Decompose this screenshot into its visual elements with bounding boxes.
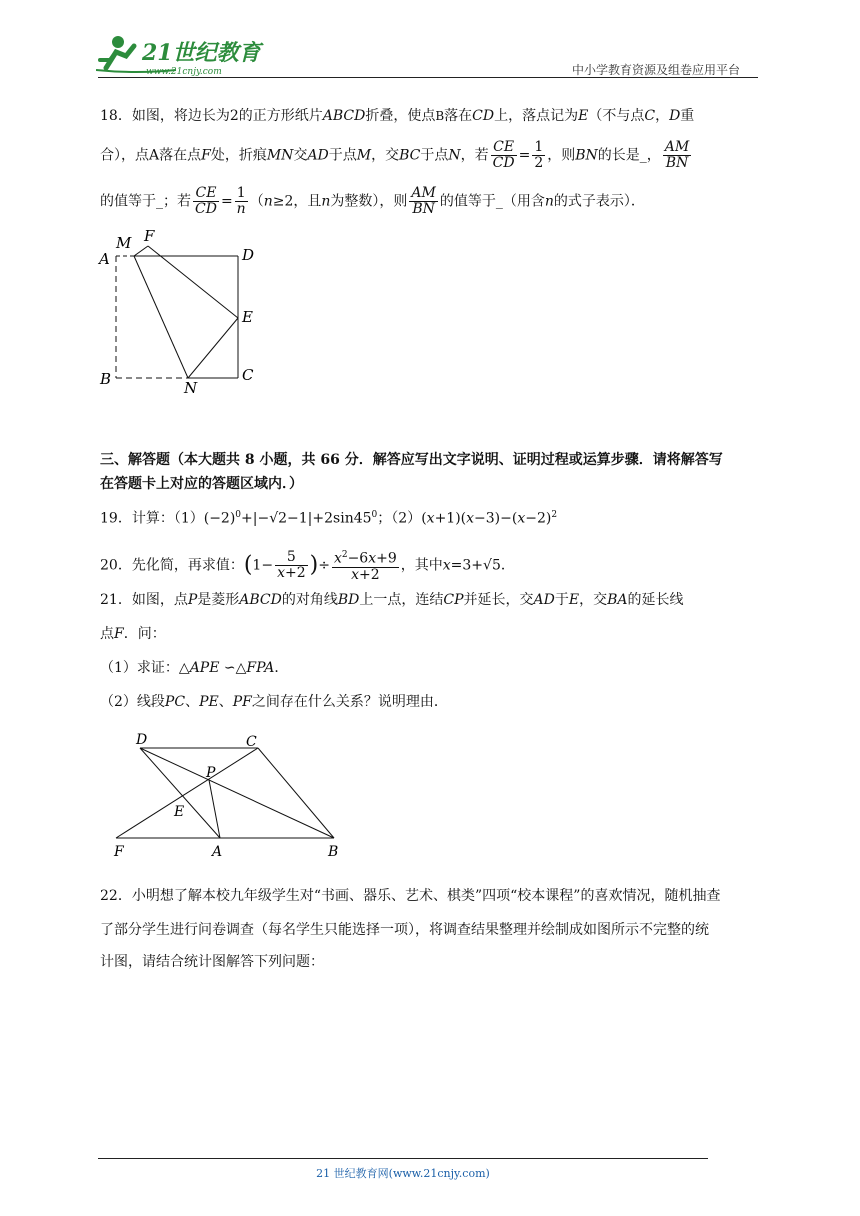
q22-line2: 了部分学生进行问卷调查（每名学生只能选择一项），将调查结果整理并绘制成如图所示不完整的统 [100, 922, 709, 938]
label-A: A [212, 844, 223, 860]
section3-title-line2: 在答题卡上对应的答题区域内．） [100, 476, 303, 492]
edge-MF [134, 246, 148, 256]
edge-DA [140, 748, 220, 838]
label-E: E [242, 308, 253, 326]
label-D: D [136, 732, 148, 748]
q21-sub2: （2）线段PC、PE、PF之间存在什么关系？说明理由． [100, 694, 448, 710]
label-M: M [116, 234, 132, 252]
label-C: C [242, 366, 254, 384]
logo-text: 21世纪教育 [142, 40, 261, 66]
header-divider [98, 77, 758, 78]
label-B: B [100, 370, 112, 388]
footer-text[interactable]: 21 世纪教育网(www.21cnjy.com) [316, 1167, 490, 1180]
q18-figure [96, 228, 276, 402]
platform-name: 中小学教育资源及组卷应用平台 [572, 63, 741, 77]
q21-figure [108, 730, 348, 864]
section3-title-line1: 三、解答题（本大题共 8 小题，共 66 分．解答应写出文字说明、证明过程或运算步骤．请将解答写 [100, 452, 723, 468]
edge-CB [258, 748, 334, 838]
fold-MN [134, 256, 188, 378]
q18-line1: 18．如图，将边长为2的正方形纸片ABCD折叠，使点B落在CD上，落点记为E（不与点C，D重 [100, 108, 695, 124]
label-F: F [114, 844, 124, 860]
q21-line1: 21．如图，点P是菱形ABCD的对角线BD上一点，连结CP并延长，交AD于E，交BA的延长线 [100, 592, 684, 608]
logo-url: www.21cnjy.com [146, 67, 222, 77]
q21-sub1: （1）求证：△APE ∽△FPA． [100, 660, 289, 676]
label-C: C [246, 734, 257, 750]
q22-line3: 计图，请结合统计图解答下列问题： [100, 954, 324, 970]
edge-EN [188, 318, 238, 378]
line-PA [209, 780, 220, 838]
label-D: D [242, 246, 255, 264]
site-logo [96, 30, 266, 78]
q22-line1: 22．小明想了解本校九年级学生对“书画、器乐、艺术、棋类”四项“校本课程”的喜欢情况，随机抽查 [100, 888, 721, 904]
label-B: B [328, 844, 339, 860]
label-N: N [184, 379, 198, 397]
footer-divider [98, 1158, 708, 1159]
label-F: F [144, 228, 155, 245]
q21-line2: 点F．问： [100, 626, 166, 642]
label-P: P [206, 765, 216, 781]
q18-line3: 的值等于_；若 $\frac{CE}{CD}$ = $\frac{1}{n}$ （n≥2，且n为整数），则 $\frac{AM}{BN}$ 的值等于_（用含n的式子表示）． [100, 185, 645, 217]
q19: 19．计算：$(1)(-2)^0+|-√2-1|+2\sin 45^0$；$(2)(x+1)(x-3)-(x-2)^2$ [100, 510, 558, 527]
edge-FE [148, 246, 238, 318]
q18-line2: 合），点A落在点F处，折痕MN交AD于点M，交BC于点N，若 $\frac{CE}{CD}$ = $\frac{1}{2}$ ，则BN的长是_， $\frac{AM}{BN}$ [100, 139, 690, 171]
q20: 20．先化简，再求值：(1− $\frac{5}{x+2}$ )÷ $\frac{x^2-6x+9}{x+2}$ ，其中x=3+√5． [100, 548, 515, 583]
label-A: A [99, 250, 110, 268]
label-E: E [174, 804, 185, 820]
